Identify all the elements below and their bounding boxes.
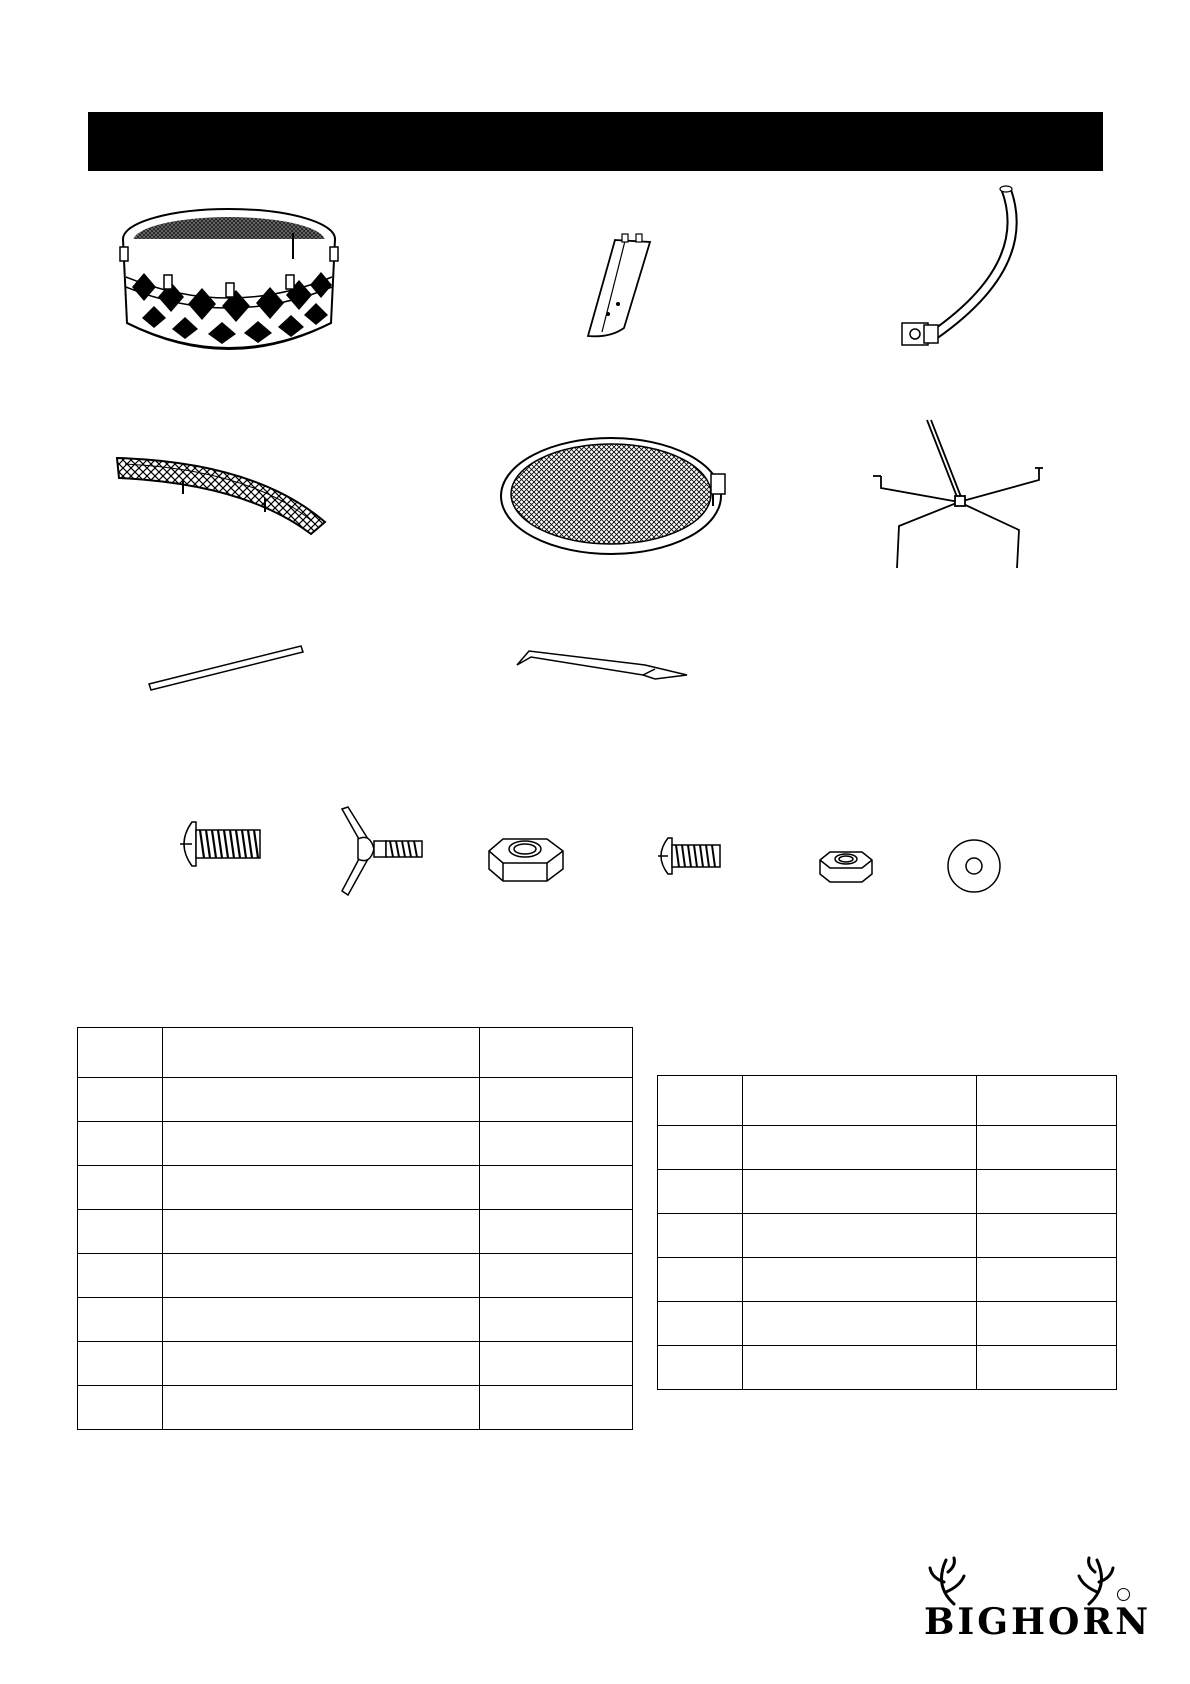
table-header-row: [78, 1028, 633, 1078]
table-row: [658, 1170, 1117, 1214]
table-cell: [976, 1126, 1116, 1170]
fire-bowl-illustration: [118, 203, 340, 363]
header-cell: [976, 1076, 1116, 1126]
table-row: [78, 1298, 633, 1342]
table-cell: [162, 1078, 479, 1122]
table-cell: [479, 1122, 632, 1166]
table-cell: [479, 1078, 632, 1122]
table-cell: [78, 1386, 163, 1430]
table-cell: [78, 1122, 163, 1166]
header-cell: [742, 1076, 976, 1126]
table-cell: [742, 1126, 976, 1170]
curved-handle-illustration: [894, 185, 1034, 360]
table-cell: [976, 1258, 1116, 1302]
table-cell: [78, 1254, 163, 1298]
table-cell: [162, 1342, 479, 1386]
antlers-icon: [924, 1556, 1124, 1606]
table-cell: [742, 1170, 976, 1214]
table-cell: [976, 1214, 1116, 1258]
table-row: [78, 1342, 633, 1386]
parts-list-table: [77, 1027, 633, 1430]
header-cell: [479, 1028, 632, 1078]
table-cell: [742, 1346, 976, 1390]
table-cell: [658, 1258, 743, 1302]
table-row: [78, 1078, 633, 1122]
table-row: [78, 1210, 633, 1254]
leg-illustration: [570, 232, 666, 342]
table-cell: [162, 1210, 479, 1254]
table-cell: [976, 1170, 1116, 1214]
table-row: [78, 1386, 633, 1430]
rod-illustration: [147, 640, 305, 692]
table-row: [658, 1346, 1117, 1390]
table-cell: [742, 1258, 976, 1302]
table-cell: [479, 1210, 632, 1254]
bighorn-logo: [924, 1556, 1152, 1656]
washer-illustration: [946, 838, 1002, 894]
table-cell: [658, 1126, 743, 1170]
table-row: [78, 1254, 633, 1298]
table-cell: [658, 1170, 743, 1214]
hardware-list-table: [657, 1075, 1117, 1390]
table-cell: [976, 1302, 1116, 1346]
table-row: [658, 1126, 1117, 1170]
table-cell: [162, 1254, 479, 1298]
cooking-grate-illustration: [499, 432, 737, 558]
table-cell: [78, 1210, 163, 1254]
table-cell: [479, 1386, 632, 1430]
header-cell: [162, 1028, 479, 1078]
small-nut-illustration: [818, 848, 874, 886]
table-row: [78, 1166, 633, 1210]
table-cell: [78, 1078, 163, 1122]
table-cell: [658, 1346, 743, 1390]
table-header-row: [658, 1076, 1117, 1126]
table-cell: [162, 1298, 479, 1342]
table-cell: [976, 1346, 1116, 1390]
table-cell: [658, 1214, 743, 1258]
table-cell: [479, 1166, 632, 1210]
header-cell: [78, 1028, 163, 1078]
table-cell: [658, 1302, 743, 1346]
table-cell: [78, 1166, 163, 1210]
header-cell: [658, 1076, 743, 1126]
table-cell: [162, 1122, 479, 1166]
table-cell: [78, 1298, 163, 1342]
registered-mark-icon: [1117, 1588, 1130, 1601]
table-cell: [479, 1342, 632, 1386]
grate-stand-illustration: [871, 418, 1051, 578]
table-cell: [742, 1214, 976, 1258]
small-bolt-illustration: [654, 836, 724, 876]
table-row: [658, 1258, 1117, 1302]
table-cell: [78, 1342, 163, 1386]
table-cell: [162, 1166, 479, 1210]
table-cell: [479, 1254, 632, 1298]
brand-wordmark: BIGHORN: [924, 1601, 1152, 1643]
wing-bolt-illustration: [340, 805, 426, 897]
table-row: [78, 1122, 633, 1166]
large-nut-illustration: [487, 833, 565, 887]
large-bolt-illustration: [174, 818, 264, 870]
poker-illustration: [515, 645, 690, 685]
table-cell: [479, 1298, 632, 1342]
table-row: [658, 1302, 1117, 1346]
table-cell: [162, 1386, 479, 1430]
curved-grate-illustration: [115, 452, 327, 542]
table-cell: [742, 1302, 976, 1346]
table-row: [658, 1214, 1117, 1258]
section-header-bar: [88, 112, 1103, 171]
